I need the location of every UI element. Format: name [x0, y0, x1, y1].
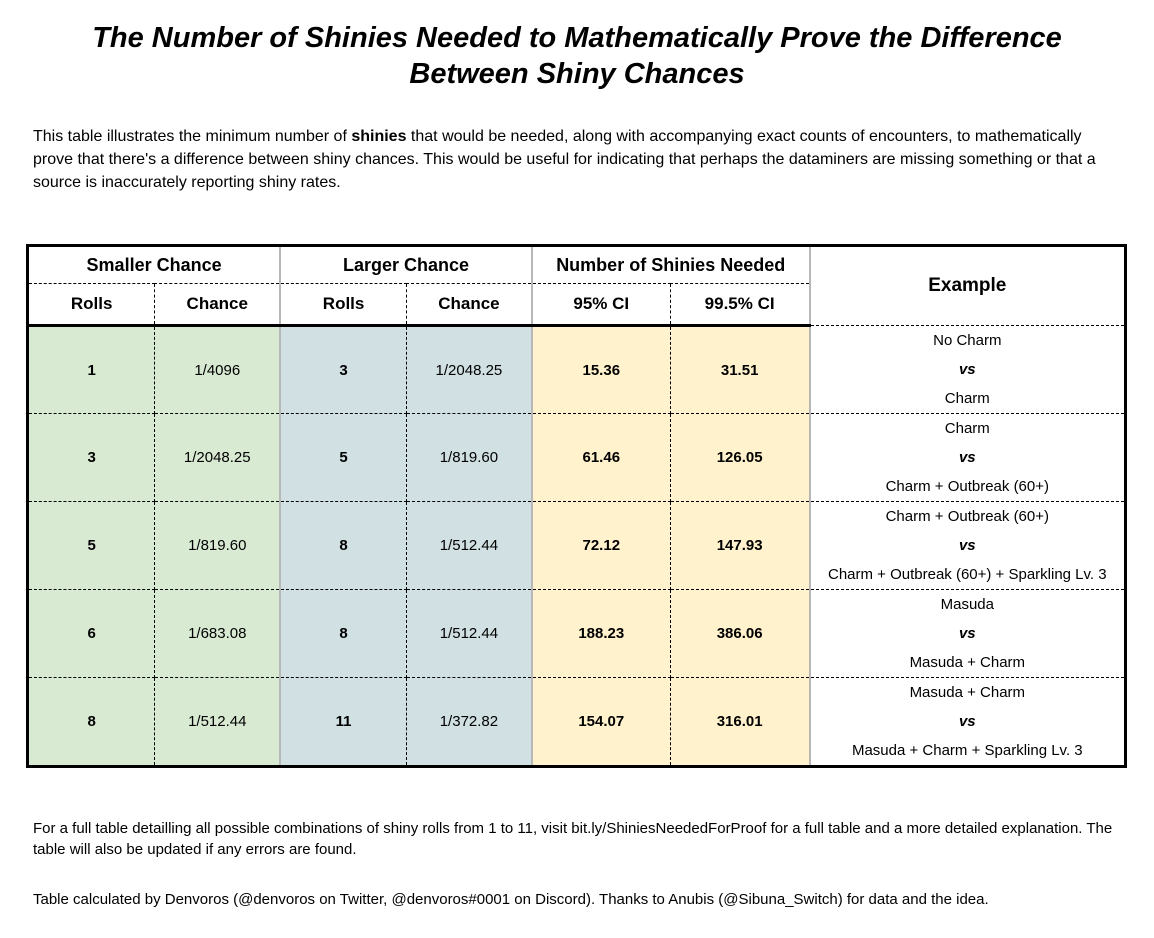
header-larger-chance: Larger Chance: [280, 246, 532, 284]
title-line-2: Between Shiny Chances: [409, 58, 745, 90]
example-vs: vs: [958, 361, 976, 378]
ci995-cell: 386.06: [670, 590, 809, 678]
example-vs: vs: [958, 713, 976, 730]
example-vs: vs: [958, 625, 976, 642]
chance-large-cell: 1/819.60: [407, 414, 532, 502]
footer-note: For a full table detailling all possible combinations of shiny rolls from 1 to 11, visit bit.ly/ShiniesNeededForProof for a full table and a more detailed explanation. The table will also be updated if any errors are found.: [33, 820, 1113, 858]
ci995-cell: 31.51: [670, 326, 809, 414]
example-second: Charm + Outbreak (60+) + Sparkling Lv. 3: [827, 566, 1107, 583]
example-first: Masuda: [940, 596, 994, 613]
chance-small-cell: 1/2048.25: [155, 414, 280, 502]
example-cell: [810, 678, 1126, 767]
header-rolls-large: Rolls: [280, 284, 406, 326]
example-cell: [810, 590, 1126, 678]
header-chance-small: Chance: [155, 284, 280, 326]
ci995-cell: 147.93: [670, 502, 809, 590]
example-second: Charm: [944, 390, 990, 407]
ci95-cell: 188.23: [532, 590, 670, 678]
chance-small-cell: 1/4096: [155, 326, 280, 414]
example-first: Charm + Outbreak (60+): [885, 508, 1049, 525]
example-second: Masuda + Charm: [909, 654, 1026, 671]
example-second: Masuda + Charm + Sparkling Lv. 3: [851, 742, 1083, 759]
chance-small-cell: 1/512.44: [155, 678, 280, 767]
intro-bold-word: shinies: [351, 128, 407, 145]
ci95-cell: 154.07: [532, 678, 670, 767]
header-chance-large: Chance: [407, 284, 532, 326]
example-cell: [810, 326, 1126, 414]
footer-credits: Table calculated by Denvoros (@denvoros on Twitter, @denvoros#0001 on Discord). Thanks to Anubis (@Sibuna_Switch) for data and the idea.: [33, 891, 989, 908]
header-ci95: 95% CI: [532, 284, 670, 326]
example-vs: vs: [958, 537, 976, 554]
ci995-cell: 316.01: [670, 678, 809, 767]
chance-large-cell: 1/372.82: [407, 678, 532, 767]
chance-large-cell: 1/2048.25: [407, 326, 532, 414]
ci95-cell: 15.36: [532, 326, 670, 414]
rolls-small-cell: 1: [28, 326, 155, 414]
example-cell: [810, 502, 1126, 590]
chance-small-cell: 1/683.08: [155, 590, 280, 678]
rolls-large-cell: 8: [280, 590, 406, 678]
example-first: No Charm: [933, 332, 1002, 349]
table-row: [28, 414, 1126, 502]
ci95-cell: 61.46: [532, 414, 670, 502]
table-row: [28, 590, 1126, 678]
table-row: [28, 678, 1126, 767]
intro-text-end: that would be needed, along with accompanying exact counts of encounters, to mathematically prove that there's a difference between shiny chances. This would be useful for indicating that perhaps the dataminers are missing something or that a source is inaccurately reporting shiny rates.: [33, 128, 1096, 191]
shiny-table: [26, 244, 1127, 768]
rolls-small-cell: 6: [28, 590, 155, 678]
example-cell: [810, 414, 1126, 502]
header-smaller-chance: Smaller Chance: [28, 246, 281, 284]
rolls-large-cell: 11: [280, 678, 406, 767]
example-vs: vs: [958, 449, 976, 466]
header-rolls-small: Rolls: [28, 284, 155, 326]
rolls-large-cell: 5: [280, 414, 406, 502]
header-ci995: 99.5% CI: [670, 284, 809, 326]
rolls-large-cell: 8: [280, 502, 406, 590]
example-first: Masuda + Charm: [909, 684, 1026, 701]
example-first: Charm: [944, 420, 990, 437]
rolls-large-cell: 3: [280, 326, 406, 414]
page-title: [0, 20, 1154, 92]
header-shinies-needed: Number of Shinies Needed: [532, 246, 810, 284]
header-example: Example: [810, 246, 1126, 326]
chance-small-cell: 1/819.60: [155, 502, 280, 590]
table-row: [28, 502, 1126, 590]
example-second: Charm + Outbreak (60+): [885, 478, 1049, 495]
ci995-cell: 126.05: [670, 414, 809, 502]
rolls-small-cell: 5: [28, 502, 155, 590]
intro-text-start: This table illustrates the minimum number of: [33, 128, 352, 145]
ci95-cell: 72.12: [532, 502, 670, 590]
title-line-1: The Number of Shinies Needed to Mathematically Prove the Difference: [92, 22, 1062, 54]
rolls-small-cell: 8: [28, 678, 155, 767]
chance-large-cell: 1/512.44: [407, 502, 532, 590]
rolls-small-cell: 3: [28, 414, 155, 502]
intro-paragraph: [33, 125, 1123, 194]
chance-large-cell: 1/512.44: [407, 590, 532, 678]
table-row: [28, 326, 1126, 414]
